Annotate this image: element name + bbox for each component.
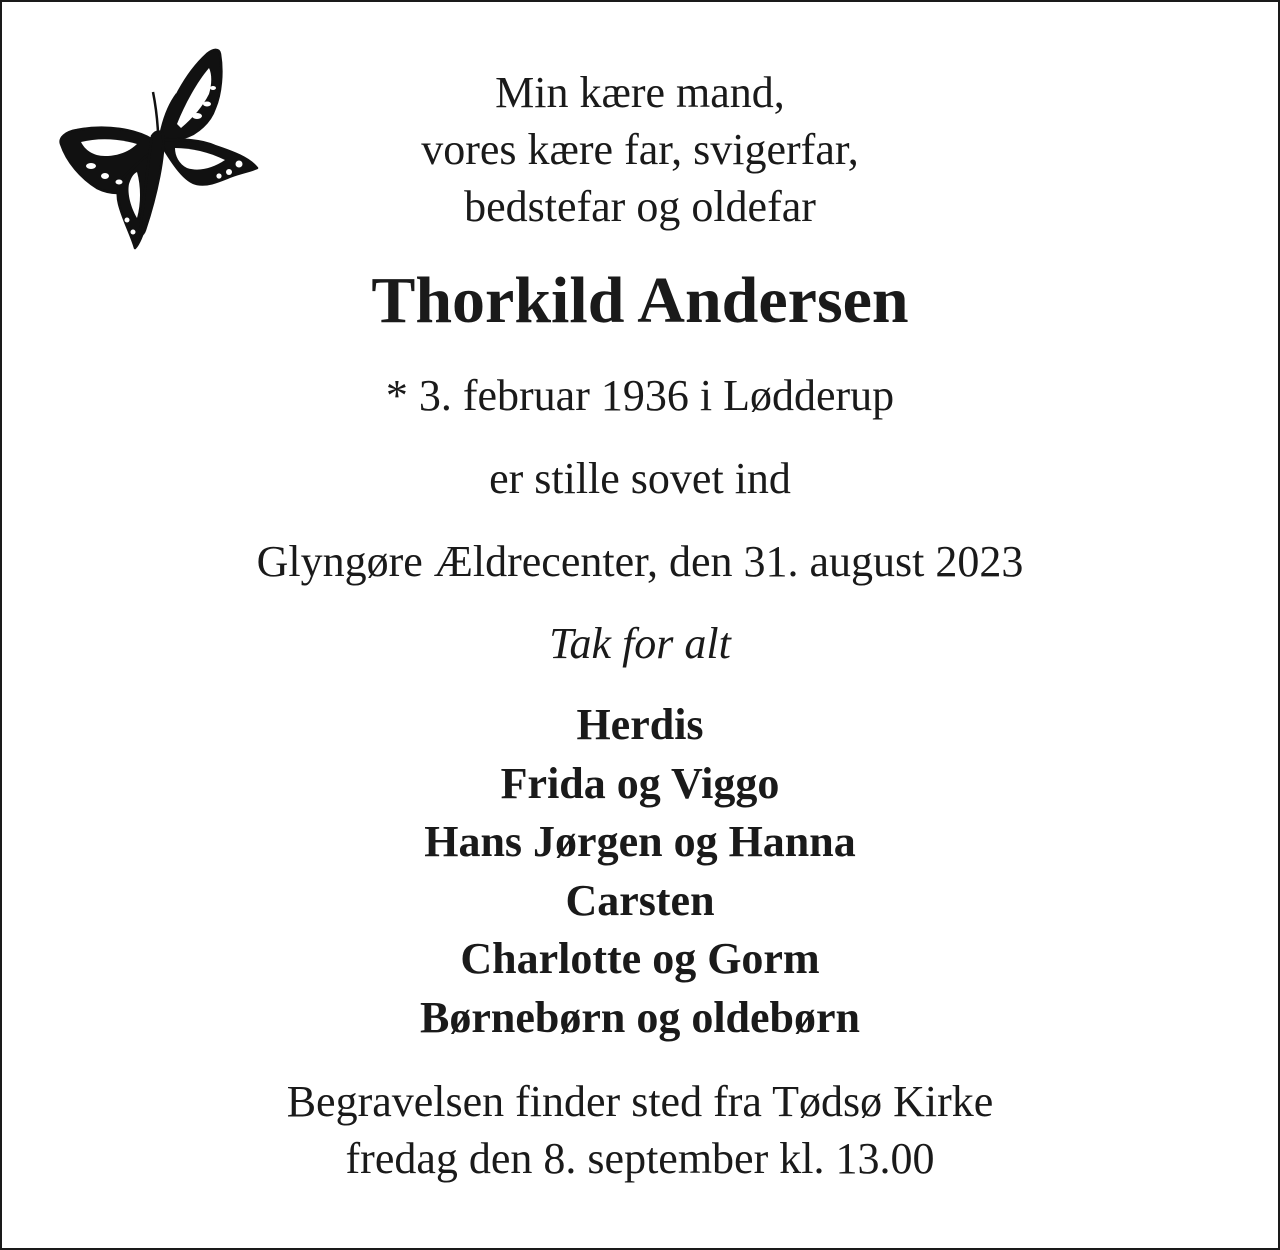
intro-line: Min kære mand, [495,68,785,117]
intro-line: vores kære far, svigerfar, [421,125,859,174]
family-member: Frida og Viggo [500,758,780,808]
birth-line: * 3. februar 1936 i Lødderup [385,371,895,420]
family-member: Carsten [565,875,715,925]
funeral-line: fredag den 8. september kl. 13.00 [345,1134,935,1183]
family-member: Charlotte og Gorm [460,934,820,983]
thanks-line: Tak for alt [549,619,731,668]
place-date-line: Glyngøre Ældrecenter, den 31. august 2023 [256,537,1024,586]
family-member: Hans Jørgen og Hanna [424,817,856,866]
family-member: Børnebørn og oldebørn [419,992,861,1042]
funeral-line: Begravelsen finder sted fra Tødsø Kirke [286,1077,994,1126]
intro-line: bedstefar og oldefar [464,182,816,231]
deceased-name: Thorkild Andersen [371,264,909,337]
funeral-info [2,1073,1278,1187]
family-list [2,696,1278,1047]
family-member: Herdis [576,700,704,749]
intro-text [2,64,1278,235]
passed-line: er stille sovet ind [489,454,791,503]
